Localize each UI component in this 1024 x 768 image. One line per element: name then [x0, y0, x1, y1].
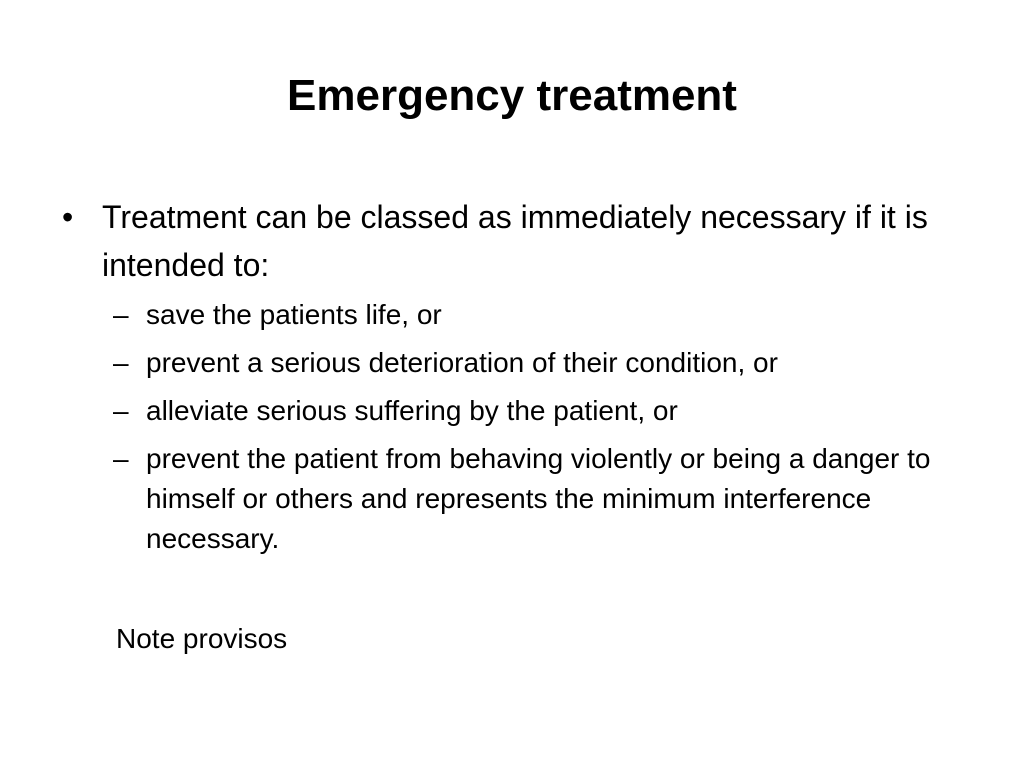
bullet-item — [60, 193, 970, 289]
dash-marker: – — [113, 347, 129, 378]
dash-marker: – — [113, 395, 129, 426]
dash-marker: – — [113, 443, 129, 474]
slide-content — [60, 193, 970, 567]
sub-bullet-list — [60, 295, 970, 559]
sub-bullet-text: prevent a serious deterioration of their condition, or — [146, 347, 778, 378]
bullet-marker: • — [62, 199, 74, 235]
sub-bullet-text: alleviate serious suffering by the patient, or — [146, 395, 678, 426]
sub-bullet-text: save the patients life, or — [146, 299, 442, 330]
dash-marker: – — [113, 299, 129, 330]
sub-bullet-item — [113, 391, 970, 431]
note-text: Note provisos — [116, 623, 288, 654]
sub-bullet-item — [113, 343, 970, 383]
slide-title: Emergency treatment — [287, 71, 737, 120]
sub-bullet-text: prevent the patient from behaving violently or being a danger to himself or others and represents the minimum interference necessary. — [146, 443, 931, 554]
sub-bullet-item — [113, 439, 970, 559]
sub-bullet-item — [113, 295, 970, 335]
bullet-text: Treatment can be classed as immediately necessary if it is intended to: — [102, 199, 928, 283]
